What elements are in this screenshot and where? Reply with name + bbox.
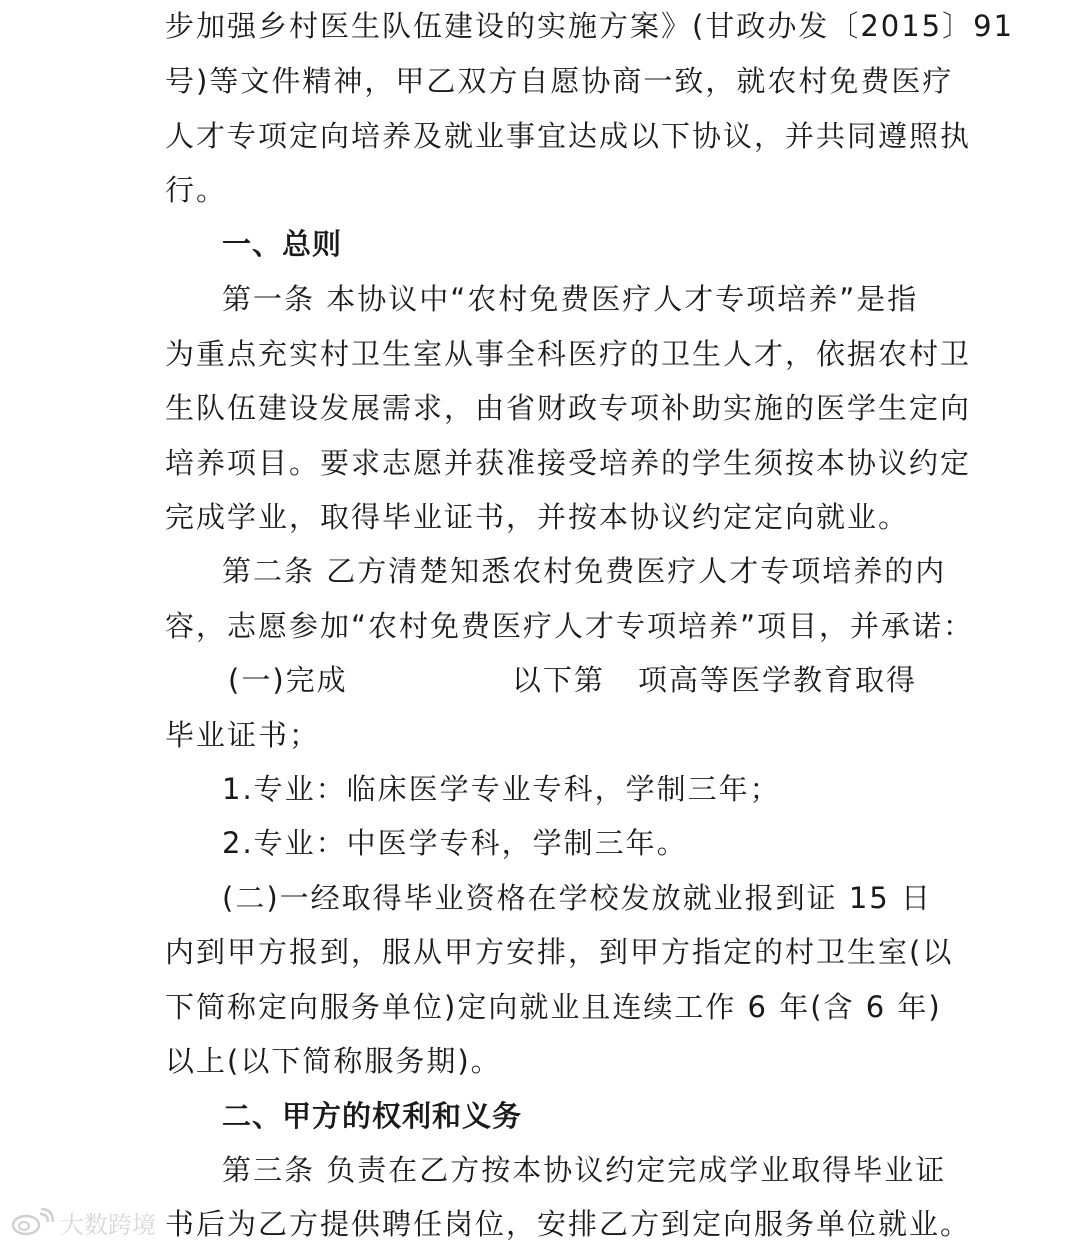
blank-line-part-2: 以下第 [512,663,606,697]
paragraph-line: 书后为乙方提供聘任岗位，安排乙方到定向服务单位就业。 [165,1207,972,1241]
paragraph-line: 号)等文件精神，甲乙双方自愿协商一致，就农村免费医疗 [165,64,954,98]
list-item: 2.专业：中医学专科，学制三年。 [222,826,688,860]
paragraph-line: 第二条 乙方清楚知悉农村免费医疗人才专项培养的内 [222,554,947,588]
paragraph-line: 第三条 负责在乙方按本协议约定完成学业取得毕业证 [222,1153,947,1187]
paragraph-line: 下简称定向服务单位)定向就业且连续工作 6 年(含 6 年) [165,990,942,1024]
paragraph-line: 第一条 本协议中“农村免费医疗人才专项培养”是指 [222,282,919,316]
paragraph-line: 步加强乡村医生队伍建设的实施方案》(甘政办发〔2015〕91 [165,9,1015,43]
paragraph-line: 行。 [165,173,228,207]
paragraph-line: 以上(以下简称服务期)。 [165,1044,502,1078]
section-heading: 二、甲方的权利和义务 [222,1099,523,1133]
paragraph-line: 容，志愿参加“农村免费医疗人才专项培养”项目，并承诺： [165,609,975,643]
paragraph-line: 内到甲方报到，服从甲方安排，到甲方指定的村卫生室(以 [165,935,954,969]
paragraph-line: 为重点充实村卫生室从事全科医疗的卫生人才，依据农村卫 [165,337,972,371]
paragraph-line: 完成学业，取得毕业证书，并按本协议约定定向就业。 [165,500,910,534]
watermark [10,1205,156,1239]
watermark-text: 大数跨境 [60,1210,156,1239]
blank-line-part-3: 项高等医学教育取得 [637,663,917,697]
paragraph-line: 毕业证书； [165,718,321,752]
paragraph-line: 生队伍建设发展需求，由省财政专项补助实施的医学生定向 [165,391,972,425]
paragraph-line: 培养项目。要求志愿并获准接受培养的学生须按本协议约定 [165,446,972,480]
list-item: 1.专业：临床医学专业专科，学制三年； [222,772,781,806]
blank-line-part-1: (一)完成 [228,663,348,697]
section-heading: 一、总则 [222,227,343,261]
paragraph-line: 人才专项定向培养及就业事宜达成以下协议，并共同遵照执 [165,119,972,153]
paragraph-line: (二)一经取得毕业资格在学校发放就业报到证 15 日 [222,881,932,915]
blank-fill-line [222,660,917,700]
weibo-logo-icon [10,1208,54,1236]
